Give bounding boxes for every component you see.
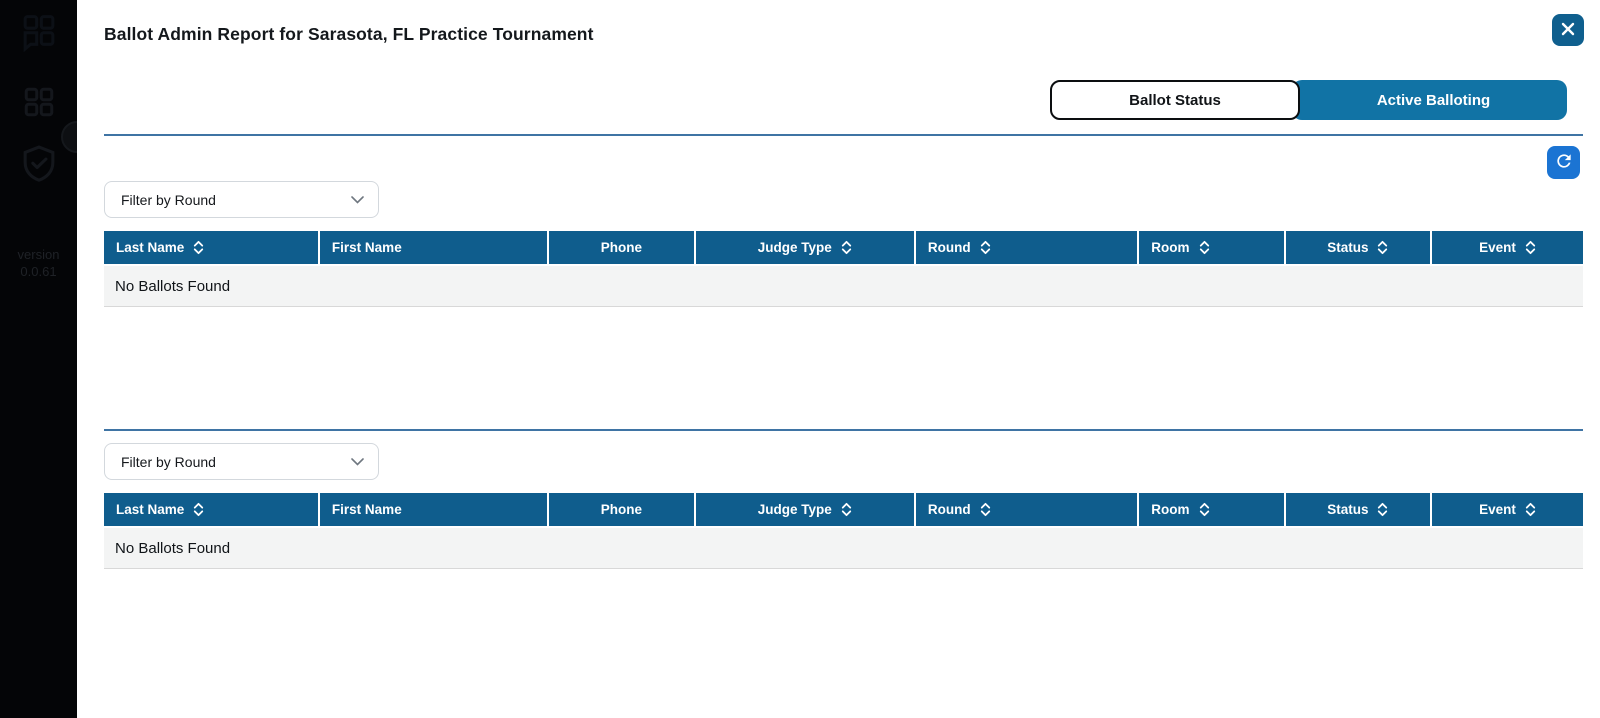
column-header-last-name[interactable]: [104, 493, 320, 526]
sort-icon: [980, 240, 991, 255]
sort-icon: [1199, 240, 1210, 255]
column-header-last-name[interactable]: [104, 231, 320, 264]
column-label: First Name: [331, 502, 402, 517]
column-header-phone[interactable]: [549, 493, 695, 526]
ballot-table: [104, 493, 1583, 569]
sidebar: [0, 0, 77, 718]
version-text: [0, 246, 77, 280]
column-header-round[interactable]: [916, 493, 1139, 526]
column-header-judge-type[interactable]: [696, 493, 916, 526]
filter-by-round-select[interactable]: [104, 443, 379, 480]
column-header-judge-type[interactable]: [696, 231, 916, 264]
column-label: Room: [1151, 502, 1190, 517]
filter-select-label: Filter by Round: [121, 453, 216, 470]
column-label: Judge Type: [757, 502, 832, 517]
filter-select-label: Filter by Round: [121, 191, 216, 208]
column-label: Round: [927, 240, 971, 255]
ballot-table: [104, 231, 1583, 307]
refresh-icon: [1554, 151, 1574, 174]
column-header-event[interactable]: [1432, 231, 1583, 264]
sort-icon: [1525, 240, 1536, 255]
sort-icon: [1377, 502, 1388, 517]
shield-check-icon: [20, 144, 58, 184]
table-header-row: [104, 493, 1583, 526]
logo-grid-icon: [20, 12, 58, 52]
column-header-status[interactable]: [1286, 231, 1432, 264]
sidebar-item-dashboard[interactable]: [0, 82, 77, 122]
sort-icon: [980, 502, 991, 517]
section-divider: [104, 429, 1583, 431]
sort-icon: [193, 502, 204, 517]
column-header-event[interactable]: [1432, 493, 1583, 526]
column-label: Phone: [600, 240, 642, 255]
column-header-first-name[interactable]: [320, 231, 549, 264]
column-label: Round: [927, 502, 971, 517]
page-title: Ballot Admin Report for Sarasota, FL Practice Tournament: [104, 24, 594, 44]
version-number: 0.0.61: [20, 264, 57, 279]
column-label: Judge Type: [757, 240, 832, 255]
column-label: First Name: [331, 240, 402, 255]
tab-active-balloting[interactable]: Active Balloting: [1292, 80, 1567, 120]
version-label: version: [17, 247, 60, 262]
column-header-room[interactable]: [1139, 231, 1285, 264]
sort-icon: [841, 240, 852, 255]
column-header-status[interactable]: [1286, 493, 1432, 526]
sort-icon: [193, 240, 204, 255]
sort-icon: [1199, 502, 1210, 517]
chevron-down-icon: [351, 191, 364, 209]
close-button[interactable]: [1552, 14, 1584, 46]
sort-icon: [841, 502, 852, 517]
column-label: Phone: [600, 502, 642, 517]
column-label: Event: [1479, 502, 1516, 517]
column-header-phone[interactable]: [549, 231, 695, 264]
column-label: Last Name: [116, 240, 185, 255]
sidebar-item-logo[interactable]: [0, 10, 77, 54]
filter-by-round-select[interactable]: [104, 181, 379, 218]
sort-icon: [1525, 502, 1536, 517]
column-label: Status: [1327, 502, 1369, 517]
tab-ballot-status[interactable]: Ballot Status: [1050, 80, 1300, 120]
apps-grid-icon: [21, 84, 57, 120]
refresh-button[interactable]: [1547, 146, 1580, 179]
empty-state-row: No Ballots Found: [104, 528, 1583, 569]
empty-state-row: No Ballots Found: [104, 266, 1583, 307]
table-header-row: [104, 231, 1583, 264]
close-icon: [1560, 21, 1576, 40]
section-divider: [104, 134, 1583, 136]
column-label: Event: [1479, 240, 1516, 255]
column-label: Status: [1327, 240, 1369, 255]
sort-icon: [1377, 240, 1388, 255]
column-header-first-name[interactable]: [320, 493, 549, 526]
refresh-row: [104, 146, 1583, 179]
chevron-down-icon: [351, 453, 364, 471]
column-header-round[interactable]: [916, 231, 1139, 264]
tab-group: [104, 80, 1583, 120]
column-label: Room: [1151, 240, 1190, 255]
column-header-room[interactable]: [1139, 493, 1285, 526]
main-panel: [77, 0, 1600, 718]
column-label: Last Name: [116, 502, 185, 517]
